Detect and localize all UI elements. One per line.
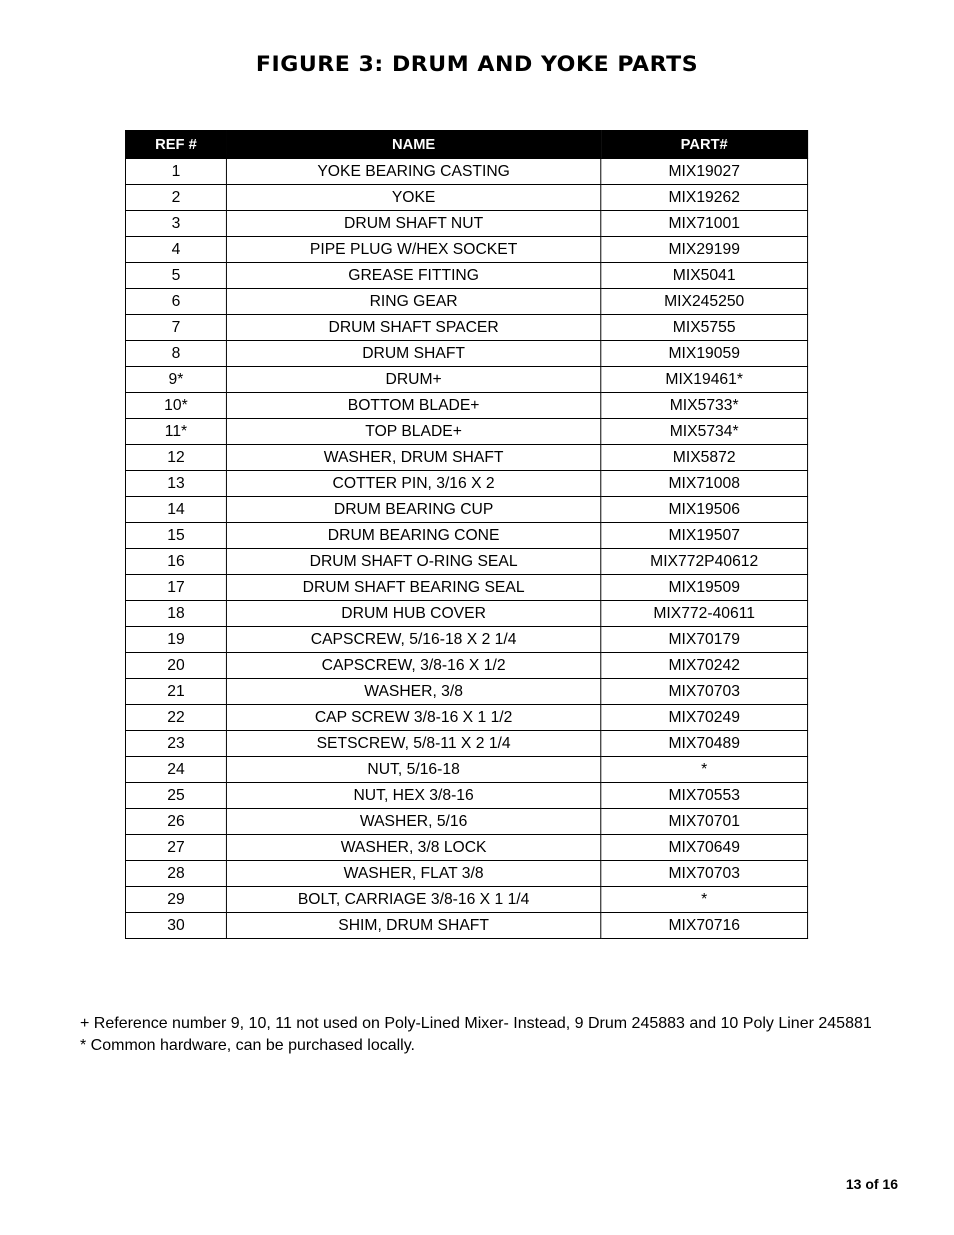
part-number-cell: MIX71008	[601, 471, 808, 497]
ref-cell: 22	[125, 705, 226, 731]
table-row	[125, 861, 807, 887]
ref-cell: 11*	[125, 419, 226, 445]
parts-table	[125, 130, 808, 939]
ref-cell: 18	[125, 601, 226, 627]
footnotes	[80, 1013, 872, 1057]
part-number-cell: MIX5755	[601, 315, 808, 341]
ref-cell: 15	[125, 523, 226, 549]
name-cell: NUT, 5/16-18	[226, 757, 600, 783]
name-cell: CAPSCREW, 3/8-16 X 1/2	[226, 653, 600, 679]
name-cell: DRUM HUB COVER	[226, 601, 600, 627]
name-cell: YOKE	[226, 185, 600, 211]
table-row	[125, 419, 807, 445]
ref-cell: 6	[125, 289, 226, 315]
name-cell: BOTTOM BLADE+	[226, 393, 600, 419]
ref-cell: 16	[125, 549, 226, 575]
ref-cell: 19	[125, 627, 226, 653]
name-cell: PIPE PLUG W/HEX SOCKET	[226, 237, 600, 263]
table-row	[125, 653, 807, 679]
table-row	[125, 289, 807, 315]
table-row	[125, 549, 807, 575]
ref-cell: 12	[125, 445, 226, 471]
table-row	[125, 263, 807, 289]
name-cell: RING GEAR	[226, 289, 600, 315]
ref-cell: 4	[125, 237, 226, 263]
name-cell: WASHER, 3/8	[226, 679, 600, 705]
table-row	[125, 523, 807, 549]
name-cell: SHIM, DRUM SHAFT	[226, 913, 600, 939]
part-number-cell: *	[601, 757, 808, 783]
table-row	[125, 679, 807, 705]
table-row	[125, 731, 807, 757]
table-row	[125, 211, 807, 237]
ref-cell: 13	[125, 471, 226, 497]
name-cell: COTTER PIN, 3/16 X 2	[226, 471, 600, 497]
ref-cell: 2	[125, 185, 226, 211]
part-number-cell: MIX5041	[601, 263, 808, 289]
part-number-cell: MIX29199	[601, 237, 808, 263]
name-cell: TOP BLADE+	[226, 419, 600, 445]
part-number-cell: MIX70649	[601, 835, 808, 861]
table-row	[125, 913, 807, 939]
part-number-cell: MIX70553	[601, 783, 808, 809]
name-cell: BOLT, CARRIAGE 3/8-16 X 1 1/4	[226, 887, 600, 913]
name-cell: DRUM SHAFT NUT	[226, 211, 600, 237]
ref-cell: 24	[125, 757, 226, 783]
name-cell: SETSCREW, 5/8-11 X 2 1/4	[226, 731, 600, 757]
table-row	[125, 783, 807, 809]
part-number-cell: *	[601, 887, 808, 913]
part-number-cell: MIX70716	[601, 913, 808, 939]
ref-cell: 26	[125, 809, 226, 835]
ref-column-header: REF #	[125, 131, 226, 159]
name-cell: DRUM+	[226, 367, 600, 393]
name-cell: DRUM BEARING CONE	[226, 523, 600, 549]
part-number-cell: MIX19507	[601, 523, 808, 549]
name-cell: GREASE FITTING	[226, 263, 600, 289]
table-row	[125, 497, 807, 523]
table-row	[125, 835, 807, 861]
part-number-cell: MIX19262	[601, 185, 808, 211]
part-number-cell: MIX19059	[601, 341, 808, 367]
table-row	[125, 237, 807, 263]
name-cell: CAP SCREW 3/8-16 X 1 1/2	[226, 705, 600, 731]
name-cell: DRUM SHAFT	[226, 341, 600, 367]
ref-cell: 25	[125, 783, 226, 809]
ref-cell: 29	[125, 887, 226, 913]
name-cell: WASHER, DRUM SHAFT	[226, 445, 600, 471]
table-row	[125, 445, 807, 471]
ref-cell: 7	[125, 315, 226, 341]
part-number-cell: MIX772-40611	[601, 601, 808, 627]
part-number-cell: MIX5872	[601, 445, 808, 471]
part-number-cell: MIX19461*	[601, 367, 808, 393]
name-column-header: NAME	[226, 131, 600, 159]
part-number-cell: MIX70703	[601, 679, 808, 705]
part-column-header: PART#	[601, 131, 808, 159]
table-header-row	[125, 131, 807, 159]
part-number-cell: MIX245250	[601, 289, 808, 315]
table-row	[125, 341, 807, 367]
part-number-cell: MIX70249	[601, 705, 808, 731]
ref-cell: 5	[125, 263, 226, 289]
part-number-cell: MIX19509	[601, 575, 808, 601]
ref-cell: 1	[125, 159, 226, 185]
table-row	[125, 627, 807, 653]
part-number-cell: MIX70701	[601, 809, 808, 835]
part-number-cell: MIX19506	[601, 497, 808, 523]
ref-cell: 21	[125, 679, 226, 705]
table-row	[125, 159, 807, 185]
table-row	[125, 757, 807, 783]
table-row	[125, 471, 807, 497]
name-cell: DRUM SHAFT SPACER	[226, 315, 600, 341]
name-cell: DRUM SHAFT O-RING SEAL	[226, 549, 600, 575]
table-row	[125, 601, 807, 627]
name-cell: YOKE BEARING CASTING	[226, 159, 600, 185]
part-number-cell: MIX5733*	[601, 393, 808, 419]
name-cell: WASHER, 5/16	[226, 809, 600, 835]
table-row	[125, 367, 807, 393]
ref-cell: 14	[125, 497, 226, 523]
ref-cell: 28	[125, 861, 226, 887]
part-number-cell: MIX772P40612	[601, 549, 808, 575]
name-cell: WASHER, FLAT 3/8	[226, 861, 600, 887]
table-row	[125, 705, 807, 731]
ref-cell: 8	[125, 341, 226, 367]
table-row	[125, 809, 807, 835]
part-number-cell: MIX70703	[601, 861, 808, 887]
part-number-cell: MIX5734*	[601, 419, 808, 445]
table-row	[125, 575, 807, 601]
footnote-asterisk: * Common hardware, can be purchased locally.	[80, 1037, 415, 1054]
ref-cell: 17	[125, 575, 226, 601]
ref-cell: 10*	[125, 393, 226, 419]
footnote-plus: + Reference number 9, 10, 11 not used on Poly-Lined Mixer- Instead, 9 Drum 245883 and 10 Poly Liner 245881	[80, 1015, 872, 1032]
table-row	[125, 887, 807, 913]
part-number-cell: MIX71001	[601, 211, 808, 237]
name-cell: DRUM SHAFT BEARING SEAL	[226, 575, 600, 601]
ref-cell: 3	[125, 211, 226, 237]
page-title: FIGURE 3: DRUM AND YOKE PARTS	[255, 52, 699, 76]
ref-cell: 9*	[125, 367, 226, 393]
parts-table-body	[125, 159, 807, 939]
name-cell: CAPSCREW, 5/16-18 X 2 1/4	[226, 627, 600, 653]
part-number-cell: MIX70489	[601, 731, 808, 757]
part-number-cell: MIX19027	[601, 159, 808, 185]
table-row	[125, 315, 807, 341]
ref-cell: 30	[125, 913, 226, 939]
ref-cell: 23	[125, 731, 226, 757]
ref-cell: 20	[125, 653, 226, 679]
part-number-cell: MIX70179	[601, 627, 808, 653]
name-cell: WASHER, 3/8 LOCK	[226, 835, 600, 861]
page-number: 13 of 16	[845, 1176, 898, 1192]
part-number-cell: MIX70242	[601, 653, 808, 679]
table-row	[125, 185, 807, 211]
table-row	[125, 393, 807, 419]
name-cell: DRUM BEARING CUP	[226, 497, 600, 523]
name-cell: NUT, HEX 3/8-16	[226, 783, 600, 809]
ref-cell: 27	[125, 835, 226, 861]
